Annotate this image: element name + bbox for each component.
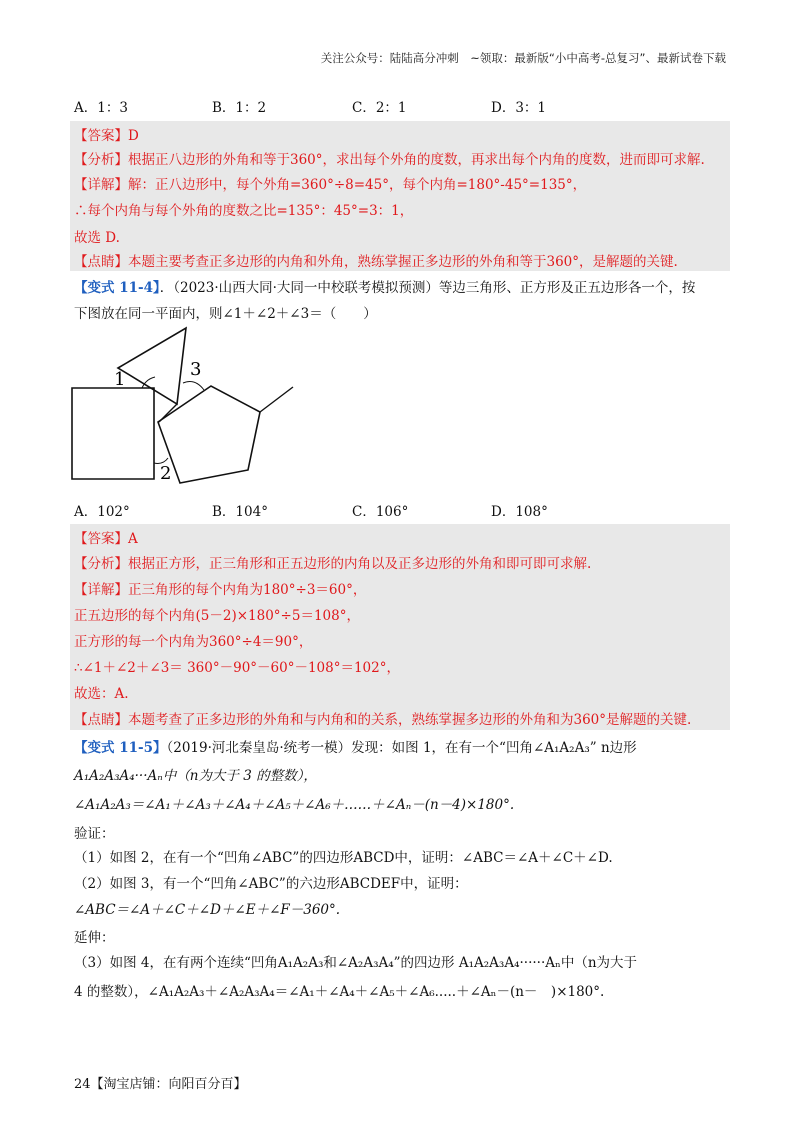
q3-part-3: （3）如图 4，在有两个连续“凹角A₁A₂A₃和∠A₂A₃A₄”的四边形 A₁A₂A₃A₄······Aₙ中（n为大于 — [74, 955, 638, 971]
q2-detail-5: 故选：A. — [74, 686, 129, 702]
q1-detail-2: ∴每个内角与每个外角的度数之比=135°：45°=3：1， — [74, 203, 414, 219]
q2-detail-2: 正五边形的每个内角(5－2)×180°÷5＝108°， — [74, 608, 360, 624]
q1-option-c: C．2：1 — [352, 100, 407, 116]
q1-detail-3: 故选 D. — [74, 230, 120, 246]
q3-part-2: （2）如图 3，有一个“凹角∠ABC”的六边形ABCDEF中，证明： — [74, 876, 468, 892]
angle-3-arc — [183, 382, 204, 390]
q3-part-2b: ∠ABC＝∠A＋∠C＋∠D＋∠E＋∠F－360°. — [74, 902, 341, 918]
q3-intro: （2019·河北秦皇岛·统考一模）发现：如图 1，在有一个“凹角∠A₁A₂A₃” n边形 — [166, 740, 637, 756]
q1-answer: 【答案】D — [74, 128, 139, 144]
q1-analysis: 【分析】根据正八边形的外角和等于360°，求出每个外角的度数，再求出每个内角的度数，进而即可求解. — [74, 152, 705, 168]
pentagon-shape — [158, 386, 260, 483]
q1-solution-box — [70, 121, 730, 271]
connector-line — [159, 404, 177, 422]
q2-label: 【变式 11-4】 — [74, 280, 160, 296]
q2-detail-4: ∴∠1＋∠2＋∠3＝ 360°－90°－60°－108°＝102°， — [74, 660, 400, 676]
angle-label-2: 2 — [160, 463, 172, 484]
q2-answer: 【答案】A — [74, 531, 138, 547]
angle-label-3: 3 — [190, 359, 202, 380]
q3-part-1: （1）如图 2，在有一个“凹角∠ABC”的四边形ABCD中，证明：∠ABC＝∠A＋∠C＋∠D. — [74, 850, 613, 866]
q3-part-3b: 4 的整数），∠A₁A₂A₃＋∠A₂A₃A₄＝∠A₁＋∠A₄＋∠A₅＋∠A₆.....＋∠Aₙ－(n－ )×180°. — [74, 984, 605, 1000]
q2-stem-line-1 — [74, 276, 695, 296]
angle-label-1: 1 — [114, 369, 126, 390]
q2-option-b: B．104° — [212, 504, 268, 520]
square-shape — [72, 388, 154, 479]
q2-detail-3: 正方形的每一个内角为360°÷4＝90°， — [74, 634, 313, 650]
q2-option-c: C．106° — [352, 504, 409, 520]
q2-option-a: A．102° — [74, 504, 130, 520]
q2-analysis: 【分析】根据正方形，正三角形和正五边形的内角以及正多边形的外角和即可即可求解. — [74, 556, 592, 572]
q2-comment: 【点睛】本题考查了正多边形的外角和与内角和的关系，熟练掌握多边形的外角和为360°是解题的关键. — [74, 712, 692, 728]
q3-line-3: ∠A₁A₂A₃＝∠A₁＋∠A₃＋∠A₄＋∠A₅＋∠A₆＋……＋∠Aₙ－(n－4)×180°. — [74, 797, 515, 813]
q3-extend: 延伸： — [74, 930, 115, 946]
q1-option-b: B．1：2 — [212, 100, 267, 116]
q2-option-d: D．108° — [491, 504, 548, 520]
q1-comment: 【点睛】本题主要考查正多边形的内角和外角，熟练掌握正多边形的外角和等于360°，是解题的关键. — [74, 254, 678, 270]
q2-figure — [60, 325, 320, 495]
page-header: 关注公众号：陆陆高分冲刺 ~领取：最新版“小中高考-总复习”、最新试卷下载 — [320, 51, 726, 65]
q1-detail-1: 【详解】解：正八边形中，每个外角=360°÷8=45°，每个内角=180°-45°=135°， — [74, 177, 587, 193]
q3-verify: 验证： — [74, 826, 115, 842]
q3-stem-line-1 — [74, 736, 637, 756]
q1-option-a: A．1：3 — [74, 100, 128, 116]
q2-stem-line-2: 下图放在同一平面内，则∠1＋∠2＋∠3＝（ ） — [74, 306, 377, 322]
q3-line-2: A₁A₂A₃A₄···Aₙ中（n为大于 3 的整数）， — [74, 768, 317, 784]
extension-line — [260, 387, 293, 412]
q3-label: 【变式 11-5】 — [74, 740, 167, 756]
q2-detail-1: 【详解】正三角形的每个内角为180°÷3＝60°， — [74, 582, 367, 598]
q1-option-d: D．3：1 — [491, 100, 547, 116]
triangle-shape — [118, 328, 186, 404]
q2-source: ．（2023·山西大同·大同一中校联考模拟预测）等边三角形、正方形及正五边形各一个，按 — [159, 280, 696, 296]
page-footer: 24【淘宝店铺：向阳百分百】 — [74, 1077, 247, 1092]
